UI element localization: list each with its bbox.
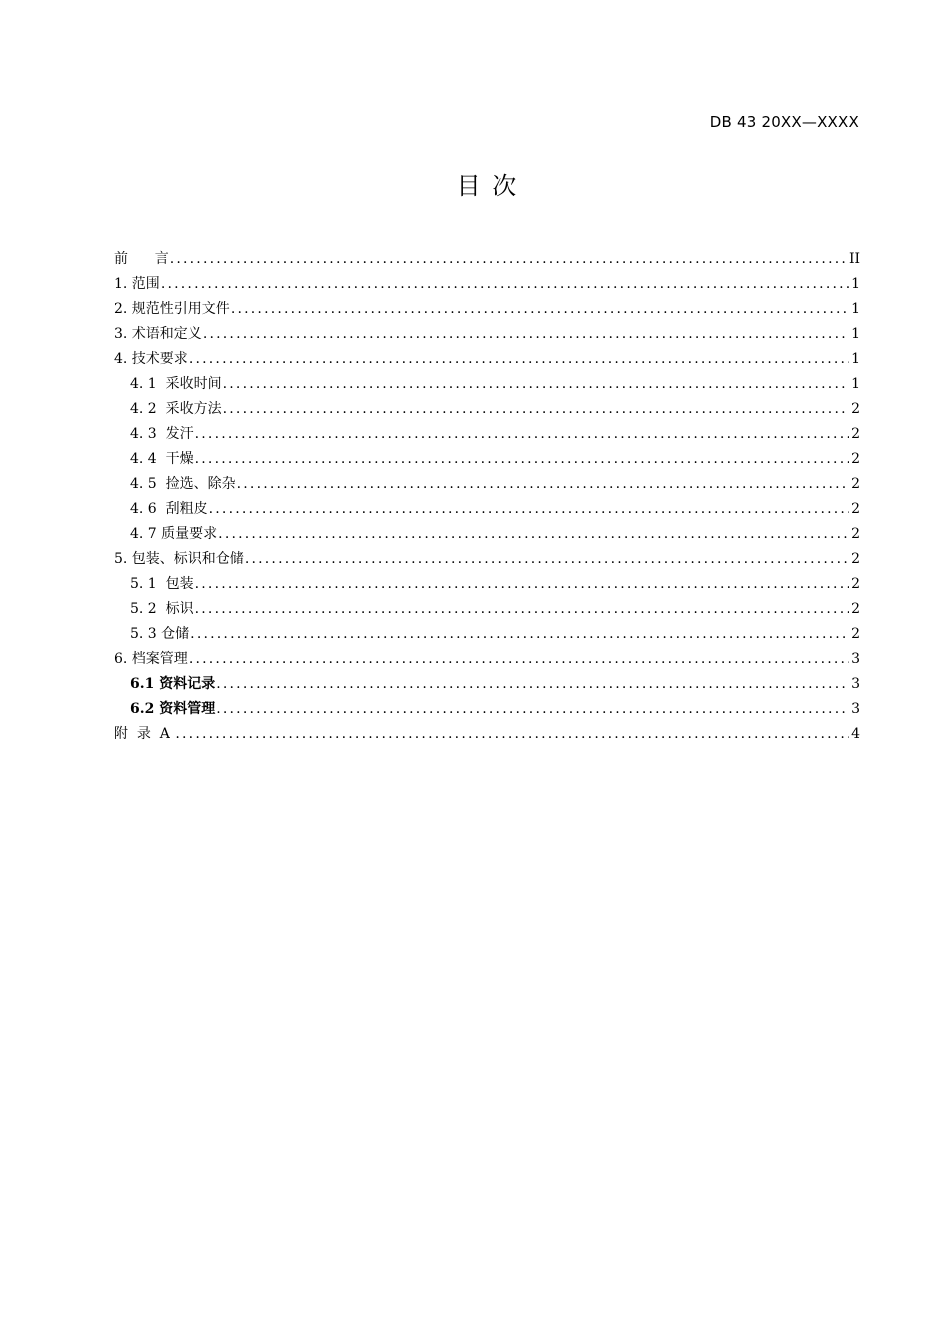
- toc-entry-page: 2: [851, 501, 860, 517]
- toc-entry-label: 2. 规范性引用文件: [114, 301, 230, 317]
- toc-entry[interactable]: [114, 497, 860, 522]
- toc-entry[interactable]: [114, 522, 860, 547]
- toc-dot-leader: [161, 272, 849, 297]
- toc-entry-page: 2: [851, 426, 860, 442]
- toc-entry-page: 2: [851, 451, 860, 467]
- toc-entry-label: 6.2 资料管理: [130, 701, 216, 717]
- toc-entry-page: 1: [851, 326, 860, 342]
- toc-entry[interactable]: [114, 722, 860, 747]
- toc-entry-page: 1: [851, 276, 860, 292]
- toc-entry-label: 4. 5 捡选、除杂: [130, 476, 236, 492]
- toc-entry[interactable]: [114, 472, 860, 497]
- toc-entry-label: 6. 档案管理: [114, 651, 188, 667]
- toc-entry[interactable]: [114, 322, 860, 347]
- toc-dot-leader: [195, 572, 849, 597]
- toc-entry[interactable]: [114, 572, 860, 597]
- toc-entry-label: 4. 3 发汗: [130, 426, 194, 442]
- toc-entry-page: 2: [851, 626, 860, 642]
- toc-dot-leader: [216, 672, 849, 697]
- document-code: DB 43 20XX—XXXX: [709, 113, 859, 131]
- toc-entry[interactable]: [114, 272, 860, 297]
- toc-entry[interactable]: [114, 297, 860, 322]
- toc-entry[interactable]: [114, 247, 860, 272]
- toc-entry-label: 4. 2 采收方法: [130, 401, 222, 417]
- toc-entry[interactable]: [114, 397, 860, 422]
- toc-entry-page: 1: [851, 351, 860, 367]
- toc-entry-page: II: [848, 251, 860, 267]
- toc-entry-page: 2: [851, 526, 860, 542]
- toc-entry-page: 3: [851, 676, 860, 692]
- toc-dot-leader: [175, 722, 849, 747]
- toc-dot-leader: [189, 347, 849, 372]
- toc-dot-leader: [223, 397, 849, 422]
- toc-entry[interactable]: [114, 622, 860, 647]
- toc-entry-page: 2: [851, 601, 860, 617]
- toc-entry-page: 3: [851, 701, 860, 717]
- toc-entry[interactable]: [114, 422, 860, 447]
- toc-entry-label: 1. 范围: [114, 276, 160, 292]
- toc-dot-leader: [195, 422, 849, 447]
- toc-entry-label: 6.1 资料记录: [130, 676, 216, 692]
- toc-entry[interactable]: [114, 697, 860, 722]
- toc-entry-page: 2: [851, 401, 860, 417]
- toc-dot-leader: [209, 497, 849, 522]
- toc-entry-page: 1: [851, 376, 860, 392]
- toc-entry-label: 4. 技术要求: [114, 351, 188, 367]
- toc-dot-leader: [231, 297, 849, 322]
- toc-dot-leader: [218, 522, 849, 547]
- toc-entry-label: 附 录 A: [114, 726, 175, 742]
- toc-dot-leader: [223, 372, 849, 397]
- toc-entry-label: 5. 1 包装: [130, 576, 194, 592]
- toc-dot-leader: [216, 697, 849, 722]
- page-title: 目 次: [456, 172, 519, 200]
- toc-entry-label: 4. 6 刮粗皮: [130, 501, 208, 517]
- toc-dot-leader: [245, 547, 849, 572]
- toc-entry-label: 4. 4 干燥: [130, 451, 194, 467]
- toc-entry[interactable]: [114, 647, 860, 672]
- toc-dot-leader: [190, 622, 849, 647]
- toc-entry-label: 5. 3 仓储: [130, 626, 190, 642]
- toc-entry-page: 1: [851, 301, 860, 317]
- toc-entry[interactable]: [114, 597, 860, 622]
- toc-dot-leader: [195, 447, 849, 472]
- toc-entry-label: 3. 术语和定义: [114, 326, 202, 342]
- toc-dot-leader: [189, 647, 849, 672]
- toc-entry-page: 2: [851, 551, 860, 567]
- toc-entry-label: 前 言: [114, 251, 169, 267]
- toc-dot-leader: [170, 247, 847, 272]
- toc-entry-label: 5. 包装、标识和仓储: [114, 551, 244, 567]
- toc-entry[interactable]: [114, 447, 860, 472]
- toc-entry-page: 2: [851, 476, 860, 492]
- toc-dot-leader: [203, 322, 849, 347]
- toc-entry[interactable]: [114, 672, 860, 697]
- toc-dot-leader: [237, 472, 849, 497]
- toc-entry-page: 3: [851, 651, 860, 667]
- toc-entry-label: 5. 2 标识: [130, 601, 194, 617]
- toc-entry[interactable]: [114, 347, 860, 372]
- toc-dot-leader: [195, 597, 849, 622]
- toc-entry-label: 4. 7 质量要求: [130, 526, 218, 542]
- toc-entry[interactable]: [114, 372, 860, 397]
- toc-entry-page: 4: [851, 726, 860, 742]
- toc-entry[interactable]: [114, 547, 860, 572]
- toc-entry-label: 4. 1 采收时间: [130, 376, 222, 392]
- toc-entry-page: 2: [851, 576, 860, 592]
- table-of-contents: [114, 247, 860, 747]
